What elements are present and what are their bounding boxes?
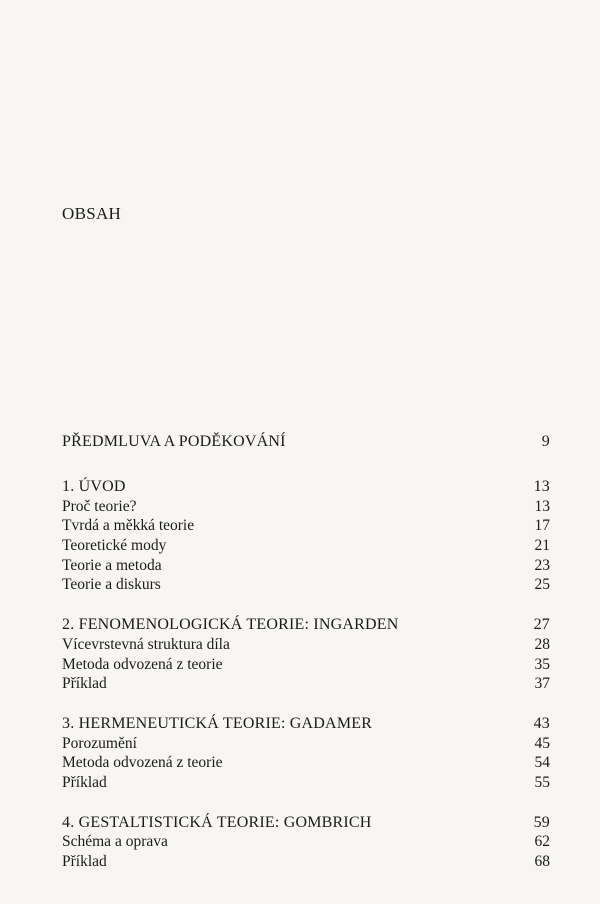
toc-section-page: 27 (533, 616, 550, 634)
toc-item-title: Příklad (62, 675, 107, 693)
toc-item (62, 852, 550, 872)
toc-item-title: Metoda odvozená z teorie (62, 754, 223, 772)
toc-entry-title: PŘEDMLUVA A PODĚKOVÁNÍ (62, 433, 286, 450)
toc-section-title: 1. ÚVOD (62, 478, 126, 495)
toc-item-page: 62 (534, 833, 550, 851)
toc-item (62, 674, 550, 694)
toc-item (62, 556, 550, 576)
toc-item (62, 773, 550, 793)
toc-item (62, 655, 550, 675)
toc-item-title: Metoda odvozená z teorie (62, 655, 223, 673)
page-title: OBSAH (62, 204, 122, 223)
toc-item (62, 516, 550, 536)
toc-item-page: 17 (534, 517, 550, 535)
toc-item-page: 68 (534, 853, 550, 870)
toc-item-title: Schéma a oprava (62, 833, 168, 851)
toc-item-page: 54 (534, 754, 550, 772)
toc-section-1 (62, 477, 550, 595)
toc-item-page: 28 (534, 635, 550, 653)
toc-section-title: 2. FENOMENOLOGICKÁ TEORIE: INGARDEN (62, 616, 399, 634)
toc-item (62, 734, 550, 754)
toc-item-title: Proč teorie? (62, 497, 137, 515)
toc-section-page: 43 (533, 714, 550, 732)
toc-item-page: 45 (534, 734, 550, 752)
toc-item-title: Vícevrstevná struktura díla (62, 635, 230, 653)
toc-entry-page: 9 (541, 433, 550, 450)
toc-item-page: 37 (534, 675, 550, 693)
toc-section-page: 13 (533, 478, 550, 495)
toc-item-page: 23 (534, 556, 550, 574)
toc-section-title: 4. GESTALTISTICKÁ TEORIE: GOMBRICH (62, 813, 372, 831)
toc-section-heading (62, 714, 550, 734)
toc-section-4 (62, 813, 550, 872)
toc-item-title: Tvrdá a měkká teorie (62, 517, 195, 535)
toc-section-heading (62, 813, 550, 833)
toc-item (62, 536, 550, 556)
toc-item-title: Porozumění (62, 734, 137, 752)
toc-item-page: 25 (534, 576, 550, 594)
toc-item (62, 635, 550, 655)
toc-item (62, 575, 550, 595)
toc-item (62, 497, 550, 517)
toc-item-page: 21 (534, 537, 550, 555)
toc-item-title: Teoretické mody (62, 537, 167, 555)
toc-section-page: 59 (533, 813, 550, 831)
toc-section-2 (62, 615, 550, 694)
toc-item-title: Příklad (62, 773, 107, 791)
toc-section-heading (62, 477, 550, 497)
toc-item (62, 753, 550, 773)
toc-item-title: Teorie a metoda (62, 556, 162, 574)
toc-section-3 (62, 714, 550, 793)
toc-entry-preface (62, 430, 550, 454)
toc-item-page: 35 (534, 655, 550, 673)
toc-section-title: 3. HERMENEUTICKÁ TEORIE: GADAMER (62, 714, 373, 732)
toc-item-title: Teorie a diskurs (62, 576, 161, 594)
toc-item-title: Příklad (62, 853, 107, 870)
toc-item-page: 13 (534, 497, 550, 515)
toc-section-heading (62, 615, 550, 635)
table-of-contents (62, 430, 550, 872)
toc-item-page: 55 (534, 773, 550, 791)
toc-item (62, 832, 550, 852)
